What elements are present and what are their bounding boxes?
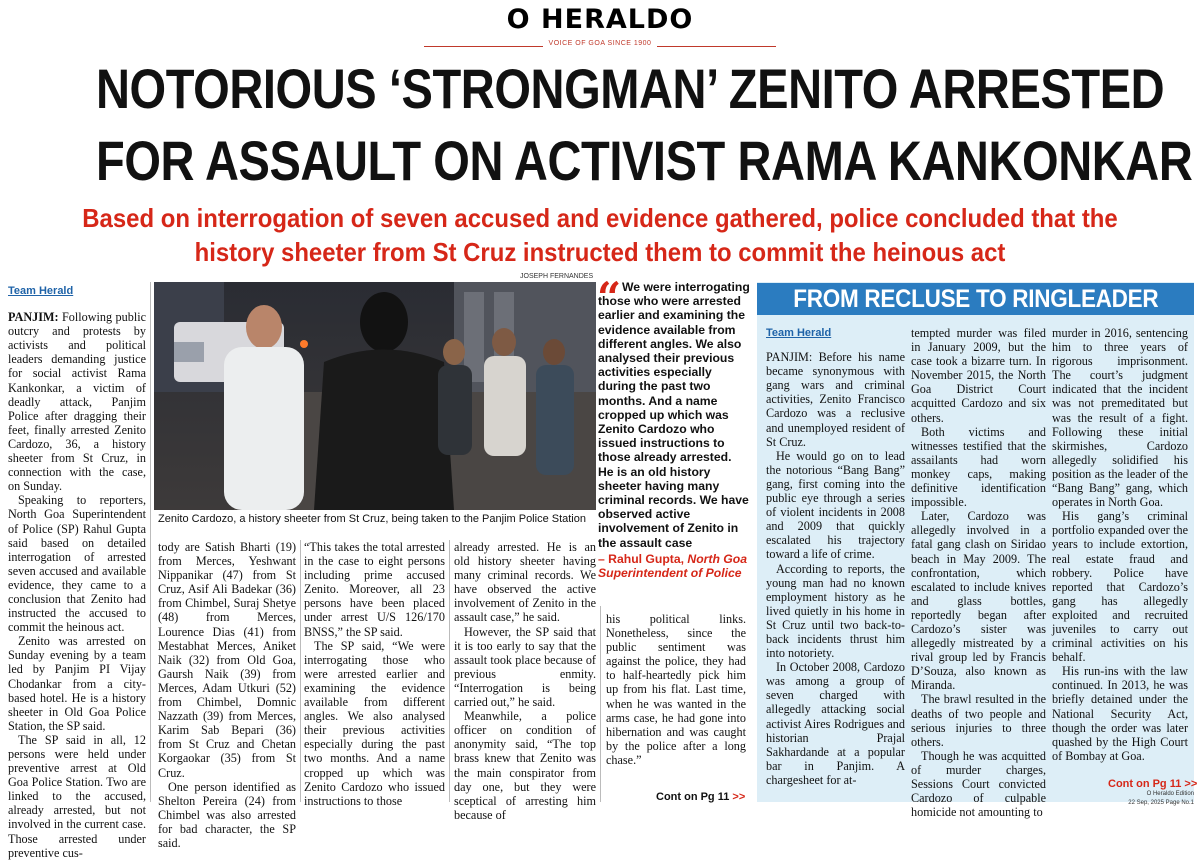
chevron-right-icon: >>: [1184, 778, 1198, 790]
masthead-tagline: [0, 40, 1200, 52]
column-divider: [150, 282, 151, 802]
column-divider: [449, 540, 450, 802]
deck-line-2: history sheeter from St Cruz instructed them to commit the heinous act: [194, 237, 1006, 267]
quote-mark-icon: “: [597, 273, 622, 322]
sidebar-paragraph: tempted murder was filed in January 2009, but the case took a bizarre turn. In November 2015, the North Goa District Court acquitted Cardozo and six others.: [911, 326, 1046, 425]
sidebar-column-1: [766, 326, 905, 787]
dateline: PANJIM:: [8, 310, 59, 325]
news-photo: [154, 282, 596, 510]
hooded-person: [360, 292, 408, 352]
column-divider: [300, 540, 301, 802]
pull-quote: [597, 273, 750, 581]
article-column-5: [606, 612, 746, 767]
quote-attribution: – Rahul Gupta, North Goa Superintendent of Police: [598, 551, 747, 581]
sidebar-paragraph: Both victims and witnesses testified that the assailants had worn monkey caps, making definitive identification impossible.: [911, 424, 1046, 510]
photo-caption: Zenito Cardozo, a history sheeter from St Cruz, being taken to the Panjim Police Station: [158, 513, 586, 525]
masthead-title: O HERALDO: [506, 4, 694, 35]
sidebar-paragraph: According to reports, the young man had no known employment history as he lived quietly in his home in St Cruz until two back-to-back incidents thrust him into notoriety.: [766, 561, 905, 661]
sidebar-paragraph: He would go on to lead the notorious “Bang Bang” gang, first coming into the public eye through a series of violent incidents in 2008 and 2009 that quickly escalated his trajectory toward a life of crime.: [766, 448, 905, 562]
sidebar-paragraph: murder in 2016, sentencing him to three years of rigorous imprisonment. The court’s judgment indicated that the incident was not premeditated but was the result of a fight. Following these initial skirmishes, Cardozo allegedly solidified his position as the leader of the “Bang Bang” gang, which operates in North Goa.: [1052, 326, 1188, 510]
sidebar-paragraph: Later, Cardozo was allegedly involved in a fatal gang clash on Siridao beach in May 2009. The confrontation, which escalated to include knives and glass bottles, reportedly began after Cardozo’s sister was allegedly mistreated by a rival group led by Francis D’Souza, also known as Miranda.: [911, 509, 1046, 693]
article-paragraph: Speaking to reporters, North Goa Superintendent of Police (SP) Rahul Gupta said based on detailed interrogation of arrested seven accused and available evidence, they came to a conclusion that Zenito had instructed the accused to commit the heinous act.: [8, 493, 146, 635]
sidebar-byline: Team Herald: [766, 327, 832, 339]
article-column-4: [454, 540, 596, 822]
deck-line-1: Based on interrogation of seven accused and evidence gathered, police concluded that the: [82, 203, 1118, 233]
article-paragraph: tody are Satish Bharti (19) from Merces, Yeshwant Nippanikar (47) from St Cruz, Asif Ali Badekar (36) from Chimbel, Suraj Shetye (48) from Merces, Lourence Dias (41) from Mestabhat Merces, Aniket Naik (32) from Old Goa, Gaursh Naik (39) from Merces, Adam Utkuri (52) from Chimbel, Domnic Nazzath (39) from Merces, Karim Sab Bepari (36) from St Cruz and Chetan Korgaokar (35) from St Cruz.: [158, 540, 296, 780]
photo-illustration: [154, 282, 596, 510]
article-paragraph: The SP said, “We were interrogating those who were arrested earlier and examining the evidence available from different angles. We also analysed their previous activities especially during the past two months. And a name cropped up which was Zenito Cardozo who issued instructions to those: [304, 638, 445, 808]
article-paragraph: However, the SP said that it is too early to say that the assault took place because of previous enmity. “Interrogation is being carried out,” he said.: [454, 624, 596, 710]
sidebar-paragraph: His gang’s criminal portfolio expanded over the years to include extortion, real estate fraud and robbery. Police have reported that Cardozo’s gang has allegedly exploited and recruited juveniles to carry out criminal activities on his behalf.: [1052, 509, 1188, 665]
continued-link[interactable]: Cont on Pg 11 >>: [656, 791, 746, 803]
article-paragraph: The SP said in all, 12 persons were held under preventive arrest at Old Goa Police Station. Two are linked to the accused, already arrested, but not involved in the current case. Those arrested under preventive cus-: [8, 732, 146, 860]
footer-edition: O Heraldo Edition: [1146, 791, 1194, 797]
headline-line-2: FOR ASSAULT ON ACTIVIST RAMA KANKONKAR: [96, 129, 1193, 192]
sidebar-column-3: [1052, 326, 1188, 763]
column-divider: [600, 606, 601, 802]
person-shirt: [224, 347, 304, 510]
article-paragraph: Meanwhile, a police officer on condition of anonymity said, “The top brass knew that Zenito was the main conspirator from day one, but they were sceptical of arresting him because of: [454, 709, 596, 822]
sidebar-title: FROM RECLUSE TO RINGLEADER: [757, 283, 1194, 315]
article-paragraph: his political links. Nonetheless, since the public sentiment was against the police, they had to half-heartedly pick him up from his flat. Last time, when he was wanted in the arms case, he had gone into hibernation and was caught by the police after a long chase.”: [606, 612, 746, 767]
sidebar-continued-link[interactable]: Cont on Pg 11 >>: [1108, 778, 1198, 790]
sidebar-column-2: [911, 326, 1046, 819]
footer-page-info: 22 Sep, 2025 Page No.1: [1128, 800, 1194, 806]
byline: Team Herald: [8, 285, 74, 297]
article-column-1: [8, 284, 146, 860]
sidebar-paragraph: His run-ins with the law continued. In 2013, he was briefly detained under the National Security Act, though the order was later quashed by the High Court of Bombay at Goa.: [1052, 664, 1188, 763]
sidebar-paragraph: Though he was acquitted of murder charges, Sessions Court convicted Cardozo of culpable homicide not amounting to: [911, 748, 1046, 820]
tagline-text: VOICE OF GOA SINCE 1900: [543, 40, 658, 47]
person-face: [246, 305, 282, 349]
headline-line-1: NOTORIOUS ‘STRONGMAN’ ZENITO ARRESTED: [96, 57, 1165, 120]
article-paragraph: Zenito was arrested on Sunday evening by a team led by Panjim PI Vijay Chodankar from a city-based hotel. He is a history sheeter in Old Goa Police Station, the SP said.: [8, 634, 146, 733]
sidebar-paragraph: In October 2008, Cardozo was among a group of seven charged with allegedly attacking social activist Aires Rodrigues and historian Prajal Sakhardande at a popular bar in Panjim. A chargesheet for at-: [766, 660, 905, 787]
chevron-right-icon: >>: [732, 791, 746, 803]
article-column-2: [158, 540, 296, 850]
article-paragraph: PANJIM: Following public outcry and protests by activists and political leaders demanding justice for social activist Rama Kankonkar, a victim of deadly attack, Panjim Police after dragging their feet, finally arrested Zenito Cardozo, 36, a history sheeter from St Cruz, in connection with the case, on Sunday.: [8, 310, 146, 494]
sidebar-paragraph: The brawl resulted in the deaths of two people and serious injuries to three others.: [911, 692, 1046, 749]
sidebar-paragraph: PANJIM: Before his name became synonymous with gang wars and criminal activities, Zenito Francisco Cardozo was a reclusive and unemployed resident of St Cruz.: [766, 350, 905, 449]
article-paragraph: “This takes the total arrested in the case to eight persons including prime accused Zenito. Moreover, all 23 persons have been placed under arrest U/S 126/170 BNSS,” the SP said.: [304, 540, 445, 639]
article-column-3: [304, 540, 445, 808]
article-paragraph: One person identified as Shelton Pereira (24) from Chimbel was also arrested for bad character, the SP said.: [158, 779, 296, 850]
quote-text: We were interrogating those who were arrested earlier and examining the evidence available from different angles. We also analysed their previous activities especially during the past two months. And a name cropped up which was Zenito Cardozo who issued instructions to those already arrested. He is an old history sheeter having many criminal records. We have observed active involvement of Zenito in the assault case: [598, 280, 750, 550]
article-paragraph: already arrested. He is an old history sheeter having many criminal records. We have observed the active involvement of Zenito in the assault case,” he said.: [454, 540, 596, 625]
photo-credit: JOSEPH FERNANDES: [520, 273, 594, 280]
